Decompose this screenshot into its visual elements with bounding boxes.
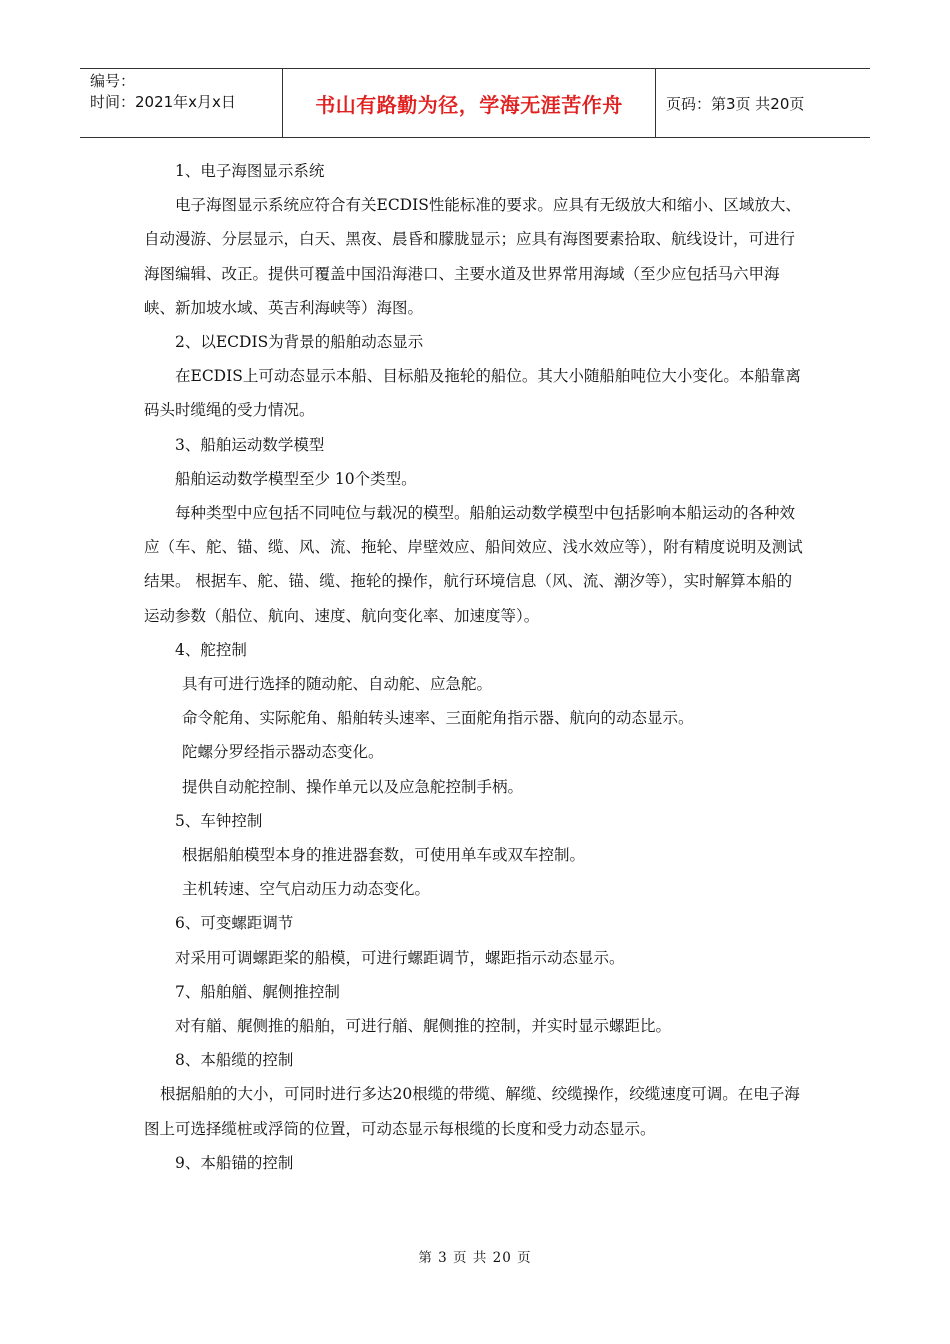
section-heading: 5、车钟控制 bbox=[175, 811, 263, 830]
header-meta bbox=[80, 69, 282, 137]
section-heading: 7、船舶艏、艉侧推控制 bbox=[175, 982, 340, 1001]
body-paragraph: 根据船舶模型本身的推进器套数，可使用单车或双车控制。 bbox=[182, 846, 586, 865]
body-paragraph: 主机转速、空气启动压力动态变化。 bbox=[182, 880, 431, 899]
header-page-info: 页码：第3页 共20页 bbox=[666, 94, 805, 113]
body-paragraph: 电子海图显示系统应符合有关ECDIS性能标准的要求。应具有无级放大和缩小、区域放大、自动漫游、分层显示，白天、黑夜、晨昏和朦胧显示；应具有海图要素拾取、航线设计，可进行海图编辑、改正。提供可覆盖中国沿海港口、主要水道及世界常用海域（至少应包括马六甲海峡、新加坡水域、英吉利海峡等）海图。 bbox=[144, 196, 801, 317]
body-paragraph: 命令舵角、实际舵角、船舶转头速率、三面舵角指示器、航向的动态显示。 bbox=[182, 709, 694, 728]
page-header bbox=[80, 68, 870, 138]
document-body bbox=[144, 154, 806, 1180]
body-paragraph: 根据船舶的大小，可同时进行多达20根缆的带缆、解缆、绞缆操作，绞缆速度可调。在电子海图上可选择缆桩或浮筒的位置，可动态显示每根缆的长度和受力动态显示。 bbox=[144, 1085, 800, 1138]
header-motto: 书山有路勤为径，学海无涯苦作舟 bbox=[282, 69, 656, 137]
body-paragraph: 提供自动舵控制、操作单元以及应急舵控制手柄。 bbox=[182, 777, 524, 796]
section-heading: 2、以ECDIS为背景的船舶动态显示 bbox=[175, 333, 424, 352]
page-footer: 第 3 页 共 20 页 bbox=[418, 1250, 532, 1266]
body-paragraph: 对采用可调螺距桨的船模，可进行螺距调节，螺距指示动态显示。 bbox=[175, 948, 625, 967]
section-heading: 8、本船缆的控制 bbox=[175, 1051, 294, 1070]
document-time-label: 时间：2021年x月x日 bbox=[90, 93, 236, 111]
section-heading: 6、可变螺距调节 bbox=[175, 914, 294, 933]
document-number-label: 编号： bbox=[90, 72, 136, 90]
section-heading: 4、舵控制 bbox=[175, 640, 247, 659]
body-paragraph: 船舶运动数学模型至少 10个类型。 bbox=[175, 469, 417, 488]
body-paragraph: 在ECDIS上可动态显示本船、目标船及拖轮的船位。其大小随船舶吨位大小变化。本船靠离码头时缆绳的受力情况。 bbox=[144, 367, 801, 420]
section-heading: 3、船舶运动数学模型 bbox=[175, 435, 325, 454]
body-paragraph: 对有艏、艉侧推的船舶，可进行艏、艉侧推的控制，并实时显示螺距比。 bbox=[175, 1017, 672, 1036]
body-paragraph: 具有可进行选择的随动舵、自动舵、应急舵。 bbox=[182, 675, 493, 694]
body-paragraph: 每种类型中应包括不同吨位与载况的模型。船舶运动数学模型中包括影响本船运动的各种效应（车、舵、锚、缆、风、流、拖轮、岸壁效应、船间效应、浅水效应等），附有精度说明及测试结果。 根据车、舵、锚、缆、拖轮的操作，航行环境信息（风、流、潮汐等），实时解算本船的运动参数（船位、航向、速度、航向变化率、加速度等）。 bbox=[144, 504, 803, 625]
section-heading: 9、本船锚的控制 bbox=[175, 1153, 294, 1172]
section-heading: 1、电子海图显示系统 bbox=[175, 162, 325, 180]
body-paragraph: 陀螺分罗经指示器动态变化。 bbox=[182, 743, 384, 762]
